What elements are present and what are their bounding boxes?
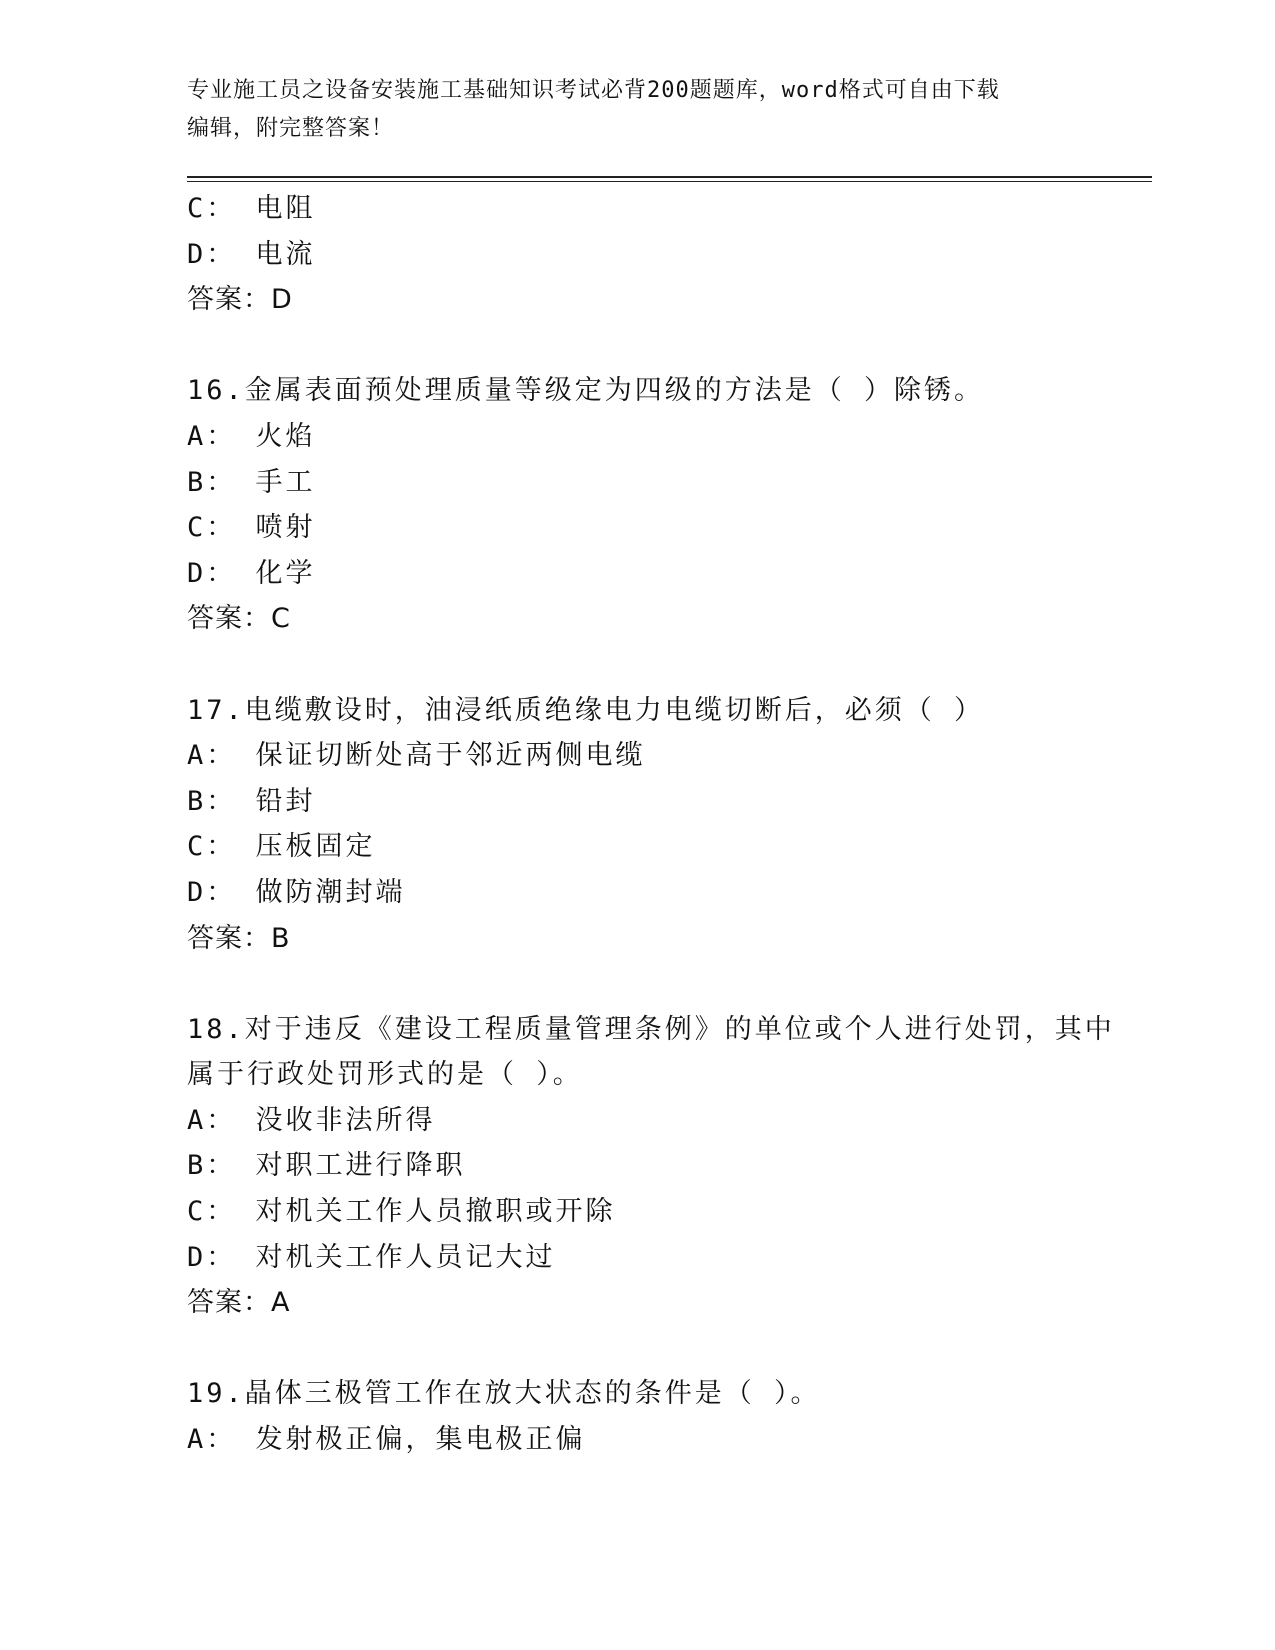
header-divider-thick (187, 176, 1152, 178)
option-c: C： 电阻 (187, 193, 316, 224)
question-text-line-1: 18.对于违反《建设工程质量管理条例》的单位或个人进行处罚，其中 (187, 1013, 1115, 1045)
option-c: C： 喷射 (187, 512, 316, 544)
header-divider-thin (187, 181, 1152, 182)
spacer (187, 642, 1152, 688)
option-a: A： 火焰 (187, 420, 316, 452)
header-title-line-2: 编辑，附完整答案！ (187, 116, 395, 141)
question-19 (187, 1371, 1152, 1462)
question-text: 16.金属表面预处理质量等级定为四级的方法是（ ）除锈。 (187, 375, 985, 407)
header-title-line-1: 专业施工员之设备安装施工基础知识考试必背200题题库，word格式可自由下载 (187, 78, 1000, 103)
answer: 答案：B (187, 922, 291, 954)
option-c: C： 对机关工作人员撤职或开除 (187, 1196, 616, 1228)
answer: 答案：C (187, 603, 291, 635)
question-text-line-2: 属于行政处罚形式的是（ ）。 (187, 1059, 583, 1091)
question-18 (187, 1007, 1152, 1326)
question-17 (187, 688, 1152, 962)
option-a: A： 保证切断处高于邻近两侧电缆 (187, 740, 646, 772)
option-b: B： 手工 (187, 466, 316, 498)
question-text: 17.电缆敷设时，油浸纸质绝缘电力电缆切断后，必须（ ） (187, 694, 985, 726)
spacer (187, 1326, 1152, 1372)
answer: 答案：D (187, 284, 293, 316)
option-a: A： 发射极正偏，集电极正偏 (187, 1424, 586, 1456)
option-d: D： 化学 (187, 557, 316, 589)
option-c: C： 压板固定 (187, 831, 376, 863)
option-d: D： 电流 (187, 238, 316, 270)
question-16 (187, 368, 1152, 642)
option-a: A： 没收非法所得 (187, 1104, 436, 1136)
spacer (187, 323, 1152, 369)
question-15-tail (187, 186, 1152, 323)
question-list (187, 186, 1152, 1463)
spacer (187, 961, 1152, 1007)
document-header (187, 72, 1087, 148)
option-d: D： 对机关工作人员记大过 (187, 1241, 556, 1273)
option-d: D： 做防潮封端 (187, 876, 406, 908)
option-b: B： 铅封 (187, 785, 316, 817)
option-b: B： 对职工进行降职 (187, 1150, 466, 1182)
question-text: 19.晶体三极管工作在放大状态的条件是（ ）。 (187, 1378, 821, 1410)
answer: 答案：A (187, 1287, 291, 1319)
